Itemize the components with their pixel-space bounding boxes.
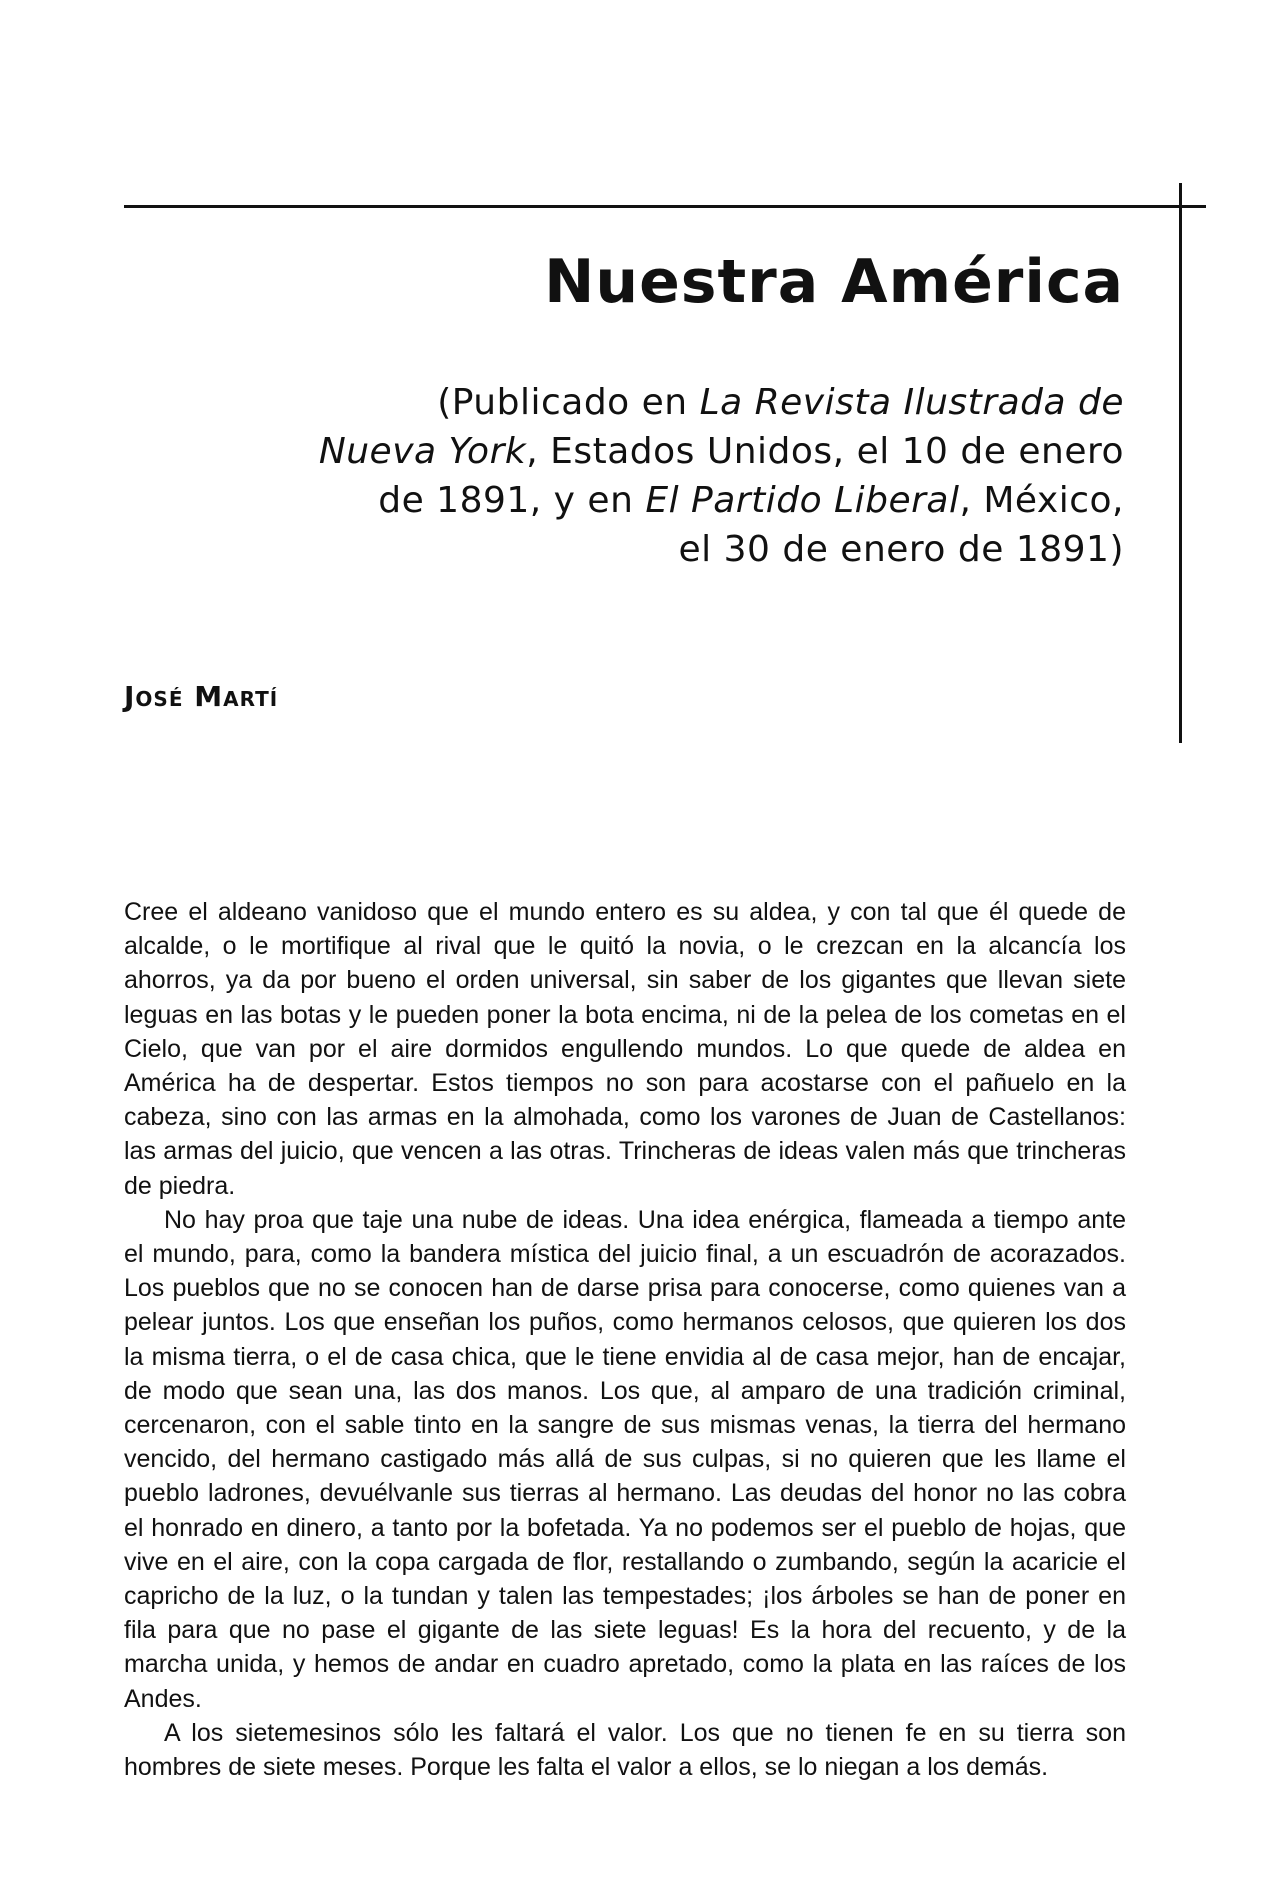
publication-info bbox=[224, 378, 1124, 574]
article-title: Nuestra América bbox=[544, 247, 1124, 317]
body-paragraph-3: A los sietemesinos sólo les faltará el valor. Los que no tienen fe en su tierra son hombres de siete meses. Porque les falta el valor a ellos, se lo niegan a los demás. bbox=[124, 1718, 1126, 1782]
body-paragraph-1: Cree el aldeano vanidoso que el mundo entero es su aldea, y con tal que él quede de alcalde, o le mortifique al rival que le quitó la novia, o le crezcan en la alcancía los ahorros, ya da por bueno el orden universal, sin saber de los gigantes que llevan siete leguas en las botas y le pueden poner la bota encima, ni de la pelea de los cometas en el Cielo, que van por el aire dormidos engullendo mundos. Lo que quede de aldea en América ha de despertar. Estos tiempos no son para acostarse con el pañuelo en la cabeza, sino con las armas en la almohada, como los varones de Juan de Castellanos: las armas del juicio, que vencen a las otras. Trincheras de ideas valen más que trincheras de piedra. bbox=[124, 898, 1126, 1200]
header-horizontal-rule bbox=[124, 205, 1206, 208]
journal-title-part-1: La Revista Ilustrada de bbox=[699, 382, 1124, 423]
body-paragraph-2: No hay proa que taje una nube de ideas. Una idea enérgica, flameada a tiempo ante el mundo, para, como la bandera mística del juicio final, a un escuadrón de acorazados. Los pueblos que no se conocen han de darse prisa para conocerse, como quienes van a pelear juntos. Los que enseñan los puños, como hermanos celosos, que quieren los dos la misma tierra, o el de casa chica, que le tiene envidia al de casa mejor, han de encajar, de modo que sean una, las dos manos. Los que, al amparo de una tradición criminal, cercenaron, con el sable tinto en la sangre de sus mismas venas, la tierra del hermano vencido, del hermano castigado más allá de sus culpas, si no quieren que les llame el pueblo ladrones, devuélvanle sus tierras al hermano. Las deudas del honor no las cobra el honrado en dinero, a tanto por la bofetada. Ya no podemos ser el pueblo de hojas, que vive en el aire, con la copa cargada de flor, restallando o zumbando, según la acaricie el capricho de la luz, o la tundan y talen las tempestades; ¡los árboles se han de poner en fila para que no pase el gigante de las siete leguas! Es la hora del recuento, y de la marcha unida, y hemos de andar en cuadro apretado, como la plata en las raíces de los Andes. bbox=[124, 1205, 1126, 1713]
author-name: José Martí bbox=[124, 680, 279, 713]
publication-info-line-1: (Publicado en La Revista Ilustrada de bbox=[437, 382, 1124, 423]
header-vertical-rule bbox=[1179, 183, 1182, 743]
publication-info-line-3: de 1891, y en El Partido Liberal, México, bbox=[378, 480, 1124, 521]
publication-info-line-2: Nueva York, Estados Unidos, el 10 de enero bbox=[318, 431, 1124, 472]
newspaper-title: El Partido Liberal bbox=[645, 480, 960, 521]
publication-info-line-4: el 30 de enero de 1891) bbox=[678, 529, 1124, 570]
journal-title-part-2: Nueva York bbox=[318, 431, 527, 472]
article-body bbox=[124, 895, 1126, 1784]
